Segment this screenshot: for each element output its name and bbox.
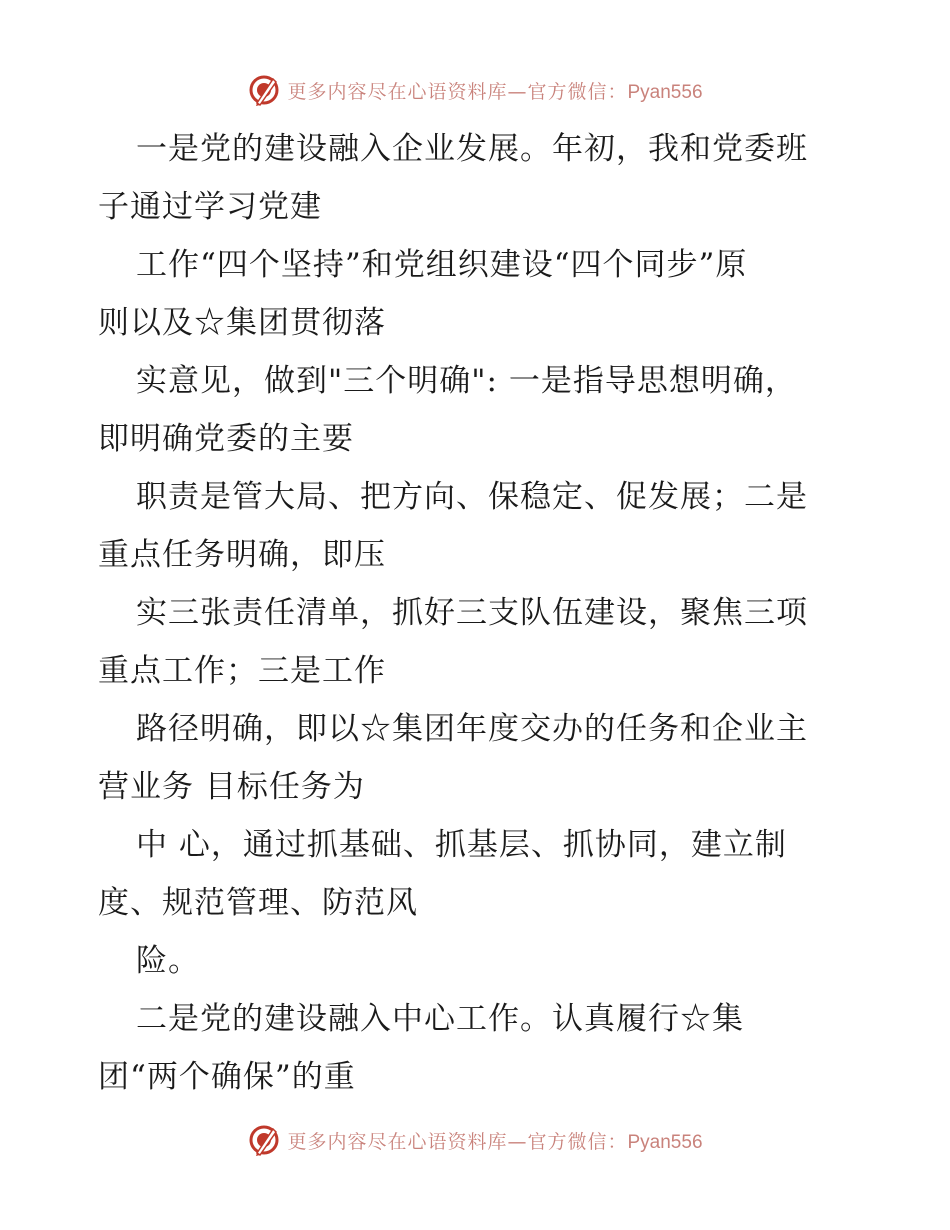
watermark-wechat-id: Pyan556 [627, 1131, 703, 1153]
footer-watermark [0, 1120, 950, 1160]
paragraph-line: 团“两个确保”的重 [98, 1059, 356, 1095]
watermark-dash: — [507, 80, 528, 103]
watermark-label: 官方微信： [527, 80, 628, 103]
pen-logo-icon [247, 1123, 281, 1157]
watermark-brand: 更多内容尽在心语资料库 [287, 80, 508, 103]
paragraph-line: 实三张责任清单，抓好三支队伍建设，聚焦三项 [136, 595, 808, 631]
paragraph-line: 则以及☆集团贯彻落 [98, 305, 386, 341]
watermark-brand: 更多内容尽在心语资料库 [287, 1130, 508, 1153]
paragraph-line: 营业务 目标任务为 [98, 769, 365, 805]
pen-logo-icon [247, 73, 281, 107]
watermark-wechat-id: Pyan556 [627, 81, 703, 103]
paragraph-line: 一是党的建设融入企业发展。年初，我和党委班 [136, 131, 808, 167]
paragraph-line: 子通过学习党建 [98, 189, 322, 225]
watermark-dash: — [507, 1130, 528, 1153]
paragraph-line: 路径明确，即以☆集团年度交办的任务和企业主 [136, 711, 808, 747]
paragraph-line: 实意见，做到"三个明确": 一是指导思想明确， [136, 363, 797, 399]
watermark-text [287, 1127, 702, 1154]
paragraph-line: 工作“四个坚持”和党组织建设“四个同步”原 [136, 247, 748, 283]
paragraph-line: 中 心，通过抓基础、抓基层、抓协同，建立制 [136, 827, 787, 863]
paragraph-line: 险。 [136, 943, 200, 979]
header-watermark [0, 70, 950, 110]
paragraph-line: 重点工作；三是工作 [98, 653, 386, 689]
paragraph-line: 度、规范管理、防范风 [98, 885, 418, 921]
document-body [98, 120, 858, 1106]
watermark-text [287, 77, 702, 104]
paragraph-line: 职责是管大局、把方向、保稳定、促发展；二是 [136, 479, 808, 515]
paragraph-line: 即明确党委的主要 [98, 421, 354, 457]
watermark-label: 官方微信： [527, 1130, 628, 1153]
paragraph-line: 二是党的建设融入中心工作。认真履行☆集 [136, 1001, 744, 1037]
paragraph-line: 重点任务明确，即压 [98, 537, 386, 573]
